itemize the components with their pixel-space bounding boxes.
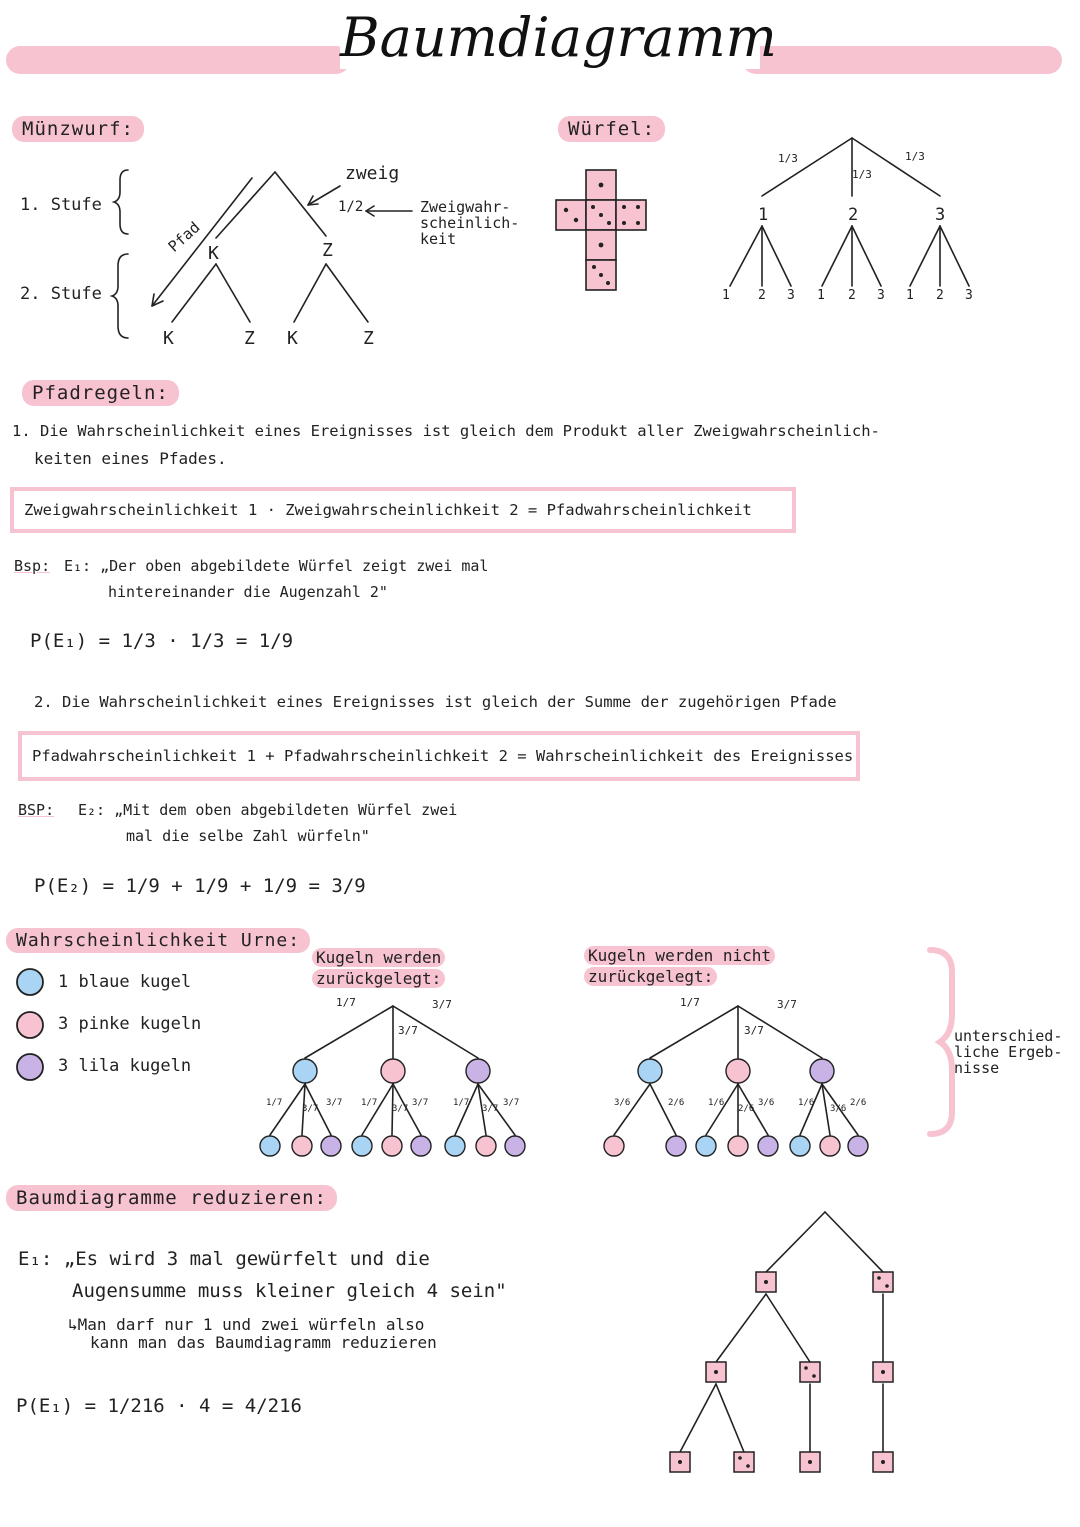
zweigwahr-label-2: scheinlich-: [420, 214, 520, 232]
wuerfel-third-3: 1/3: [905, 150, 925, 163]
wuerfel-level1-2: 2: [848, 205, 859, 225]
urn1-sub-frac-b1: 1/7: [361, 1098, 378, 1108]
page-title: Baumdiagramm: [340, 6, 777, 69]
with-replacement-line2: zurückgelegt:: [312, 969, 445, 988]
brace-stufe-2: [112, 254, 128, 338]
zweigwahr-label-3: keit: [420, 230, 457, 248]
urn2-sub-frac-c1: 1/6: [798, 1098, 815, 1108]
note-line3: nisse: [954, 1059, 1000, 1077]
rule1-line1: 1. Die Wahrscheinlichkeit eines Ereignisses ist gleich dem Produkt aller Zweigwahrscheinlich-: [12, 422, 880, 440]
wuerfel-third-1: 1/3: [778, 152, 798, 165]
dice-net-icon: [556, 170, 646, 290]
bsp1-label: Bsp:: [14, 557, 51, 575]
pfad-label: Pfad: [164, 218, 204, 256]
note-line2: liche Ergeb-: [954, 1043, 1063, 1061]
wuerfel-leaf-8: 2: [936, 288, 944, 303]
urn2-sub-frac-c2: 3/6: [830, 1104, 847, 1114]
reduzieren-p-formula: P(E₁) = 1/216 · 4 = 4/216: [16, 1395, 302, 1417]
p2-formula: P(E₂) = 1/9 + 1/9 + 1/9 = 3/9: [34, 875, 366, 897]
urn1-sub-frac-a2: 3/7: [302, 1104, 319, 1114]
urn1-top-frac-1: 1/7: [336, 996, 356, 1009]
urn2-sub-frac-b3: 3/6: [758, 1098, 775, 1108]
pink-ball-icon: [17, 1012, 43, 1038]
urn2-sub-frac-b2: 2/6: [738, 1104, 755, 1114]
node-z: Z: [322, 240, 333, 261]
wuerfel-level1-3: 3: [935, 205, 946, 225]
p1-formula: P(E₁) = 1/3 · 1/3 = 1/9: [30, 630, 294, 652]
urne-item-pink: 3 pinke kugeln: [58, 1014, 202, 1034]
wuerfel-leaf-4: 1: [817, 288, 825, 303]
zweig-label: zweig: [345, 163, 400, 184]
leaf-k-2: K: [287, 328, 298, 349]
wuerfel-third-2: 1/3: [852, 168, 872, 181]
note-line1: unterschied-: [954, 1027, 1063, 1045]
node-k: K: [208, 243, 219, 264]
rule2-line: 2. Die Wahrscheinlichkeit eines Ereignisses ist gleich der Summe der zugehörigen Pfade: [34, 693, 837, 711]
urne-heading: Wahrscheinlichkeit Urne:: [6, 930, 310, 951]
urn1-sub-frac-c2: 3/7: [482, 1104, 499, 1114]
wuerfel-leaf-5: 2: [848, 288, 856, 303]
bsp2-line2: mal die selbe Zahl würfeln": [126, 827, 370, 845]
leaf-z-1: Z: [244, 328, 255, 349]
rule2-box: Pfadwahrscheinlichkeit 1 + Pfadwahrscheinlichkeit 2 = Wahrscheinlichkeit des Ereignisses: [18, 731, 860, 781]
with-replacement-line1: Kugeln werden: [312, 948, 445, 967]
bsp1-line1: E₁: „Der oben abgebildete Würfel zeigt zwei mal: [64, 557, 489, 575]
wuerfel-leaf-6: 3: [877, 288, 885, 303]
urn2-top-frac-1: 1/7: [680, 996, 700, 1009]
wuerfel-leaf-2: 2: [758, 288, 766, 303]
brace-stufe-1: [114, 170, 128, 234]
urn2-sub-frac-a2: 2/6: [668, 1098, 685, 1108]
urn2-sub-frac-b1: 1/6: [708, 1098, 725, 1108]
pink-brace: [930, 950, 952, 1134]
urn1-sub-frac-b3: 3/7: [412, 1098, 429, 1108]
bsp2-line1: E₂: „Mit dem oben abgebildeten Würfel zwei: [78, 801, 458, 819]
rule1-box: Zweigwahrscheinlichkeit 1 · Zweigwahrscheinlichkeit 2 = Pfadwahrscheinlichkeit: [10, 487, 796, 533]
urn1-sub-frac-a1: 1/7: [266, 1098, 283, 1108]
urne-item-blue: 1 blaue kugel: [58, 972, 192, 992]
reduzieren-e1-line1: E₁: „Es wird 3 mal gewürfelt und die: [18, 1248, 430, 1270]
pfadregeln-heading: Pfadregeln:: [22, 382, 179, 404]
wuerfel-leaf-7: 1: [906, 288, 914, 303]
urn2-sub-frac-c3: 2/6: [850, 1098, 867, 1108]
urn2-sub-frac-a1: 3/6: [614, 1098, 631, 1108]
stufe-2-label: 2. Stufe: [20, 284, 102, 304]
wuerfel-leaf-3: 3: [787, 288, 795, 303]
reduzieren-arrow-line1: ↳Man darf nur 1 und zwei würfeln also: [68, 1315, 425, 1334]
leaf-k-1: K: [163, 328, 174, 349]
reduzieren-e1-line2: Augensumme muss kleiner gleich 4 sein": [72, 1280, 507, 1302]
reduzieren-heading: Baumdiagramme reduzieren:: [6, 1187, 337, 1209]
without-replacement-line1: Kugeln werden nicht: [584, 946, 775, 965]
leaf-z-2: Z: [363, 328, 374, 349]
urn2-top-frac-3: 3/7: [777, 998, 797, 1011]
urne-item-lila: 3 lila kugeln: [58, 1056, 192, 1076]
rule1-line2: keiten eines Pfades.: [34, 449, 227, 468]
bsp2-label: BSP:: [18, 801, 55, 819]
blue-ball-icon: [17, 969, 43, 995]
wuerfel-heading: Würfel:: [558, 118, 665, 140]
urn2-top-frac-2: 3/7: [744, 1024, 764, 1037]
without-replacement-line2: zurückgelegt:: [584, 967, 717, 986]
stufe-1-label: 1. Stufe: [20, 195, 102, 215]
zweigwahr-label-1: Zweigwahr-: [420, 198, 511, 216]
wuerfel-leaf-1: 1: [722, 288, 730, 303]
urn1-sub-frac-b2: 3/7: [392, 1104, 409, 1114]
lila-ball-icon: [17, 1054, 43, 1080]
half-fraction: 1/2: [338, 199, 364, 215]
reduzieren-arrow-line2: kann man das Baumdiagramm reduzieren: [90, 1333, 437, 1352]
muenzwurf-heading: Münzwurf:: [12, 118, 144, 140]
wuerfel-leaf-9: 3: [965, 288, 973, 303]
bsp1-line2: hintereinander die Augenzahl 2": [108, 583, 388, 601]
urn1-sub-frac-c1: 1/7: [453, 1098, 470, 1108]
wuerfel-level1-1: 1: [758, 205, 769, 225]
urn1-top-frac-2: 3/7: [398, 1024, 418, 1037]
urn1-top-frac-3: 3/7: [432, 998, 452, 1011]
urn1-sub-frac-a3: 3/7: [326, 1098, 343, 1108]
urn1-sub-frac-c3: 3/7: [503, 1098, 520, 1108]
